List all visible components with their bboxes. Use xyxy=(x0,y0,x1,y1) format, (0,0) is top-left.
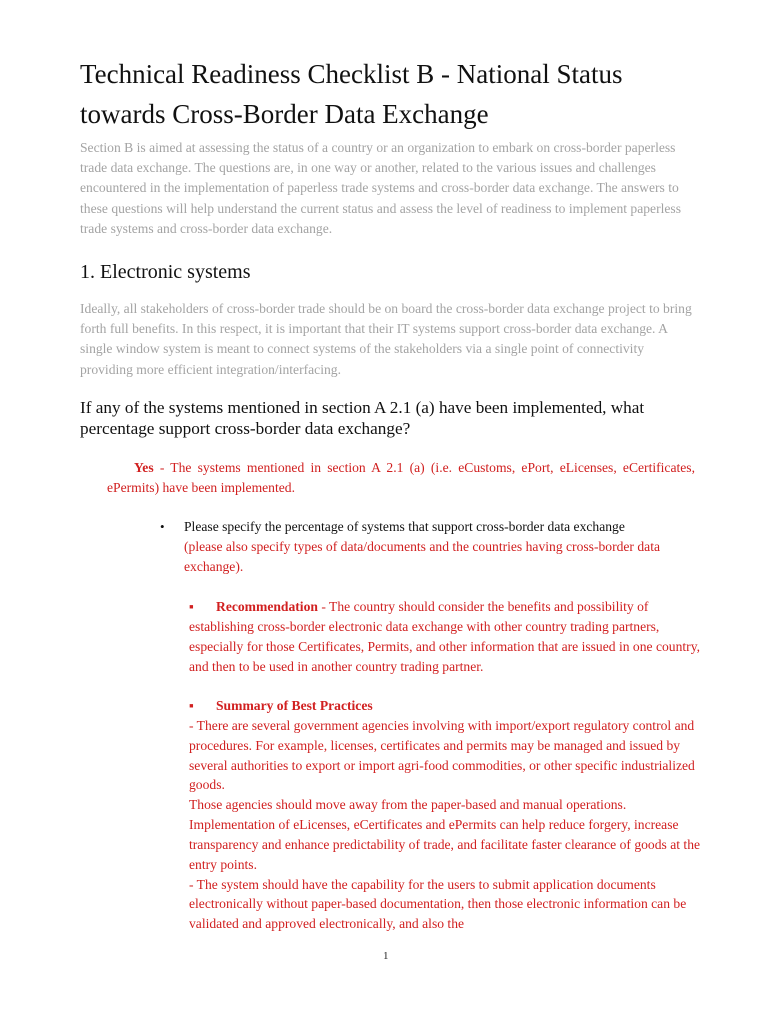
page-title: Technical Readiness Checklist B - National Status towards Cross-Border Data Exchange xyxy=(80,59,623,129)
bullet-text: Please specify the percentage of systems that support cross-border data exchange xyxy=(184,519,625,534)
square-bullet-icon: ▪ xyxy=(189,698,194,713)
recommendation-block xyxy=(189,597,704,677)
bullet-item xyxy=(184,517,704,577)
summary-paragraph-1: - There are several government agencies involving with import/export regulatory control and procedures. For example, licenses, certificates and permits may be managed and issued by several authorities to export or import agri-food commodities, or other specific industrialized goods. xyxy=(189,717,695,793)
intro-paragraph: Section B is aimed at assessing the status of a country or an organization to embark on cross-border paperless trade data exchange. The questions are, in one way or another, related to the various issues and challenges encountered in the implementation of paperless trade systems and cross-border data exchange. The answers to these questions will help understand the current status and assess the level of readiness to implement paperless trade systems and cross-border data exchange. xyxy=(80,140,681,236)
summary-paragraph-3: - The system should have the capability for the users to submit application documents electronically without paper-based documentation, then those electronic information can be validated and approved electronically, and also the xyxy=(189,876,687,932)
square-bullet-icon: ▪ xyxy=(189,599,194,614)
recommendation-label: Recommendation xyxy=(216,599,318,614)
page-number: 1 xyxy=(383,950,389,962)
section-intro-paragraph: Ideally, all stakeholders of cross-border trade should be on board the cross-border data exchange project to bring forth full benefits. In this respect, it is important that their IT systems support cross-border data exchange. A single window system is meant to connect systems of the stakeholders via a single point of connectivity providing more efficient integration/interfacing. xyxy=(80,301,692,377)
answer-text: - The systems mentioned in section A 2.1 (a) (i.e. eCustoms, ePort, eLicenses, eCertificates, ePermits) have been implemented. xyxy=(107,460,695,496)
answer-label: Yes xyxy=(134,460,154,475)
answer-block xyxy=(107,458,695,498)
question-text: If any of the systems mentioned in section A 2.1 (a) have been implemented, what percentage support cross-border data exchange? xyxy=(80,398,645,438)
recommendation-text: - The country should consider the benefits and possibility of establishing cross-border electronic data exchange with other country trading partners, especially for those Certificates, Permits, and other information that are issued in one country, and then to be used in another country trading partner. xyxy=(189,599,700,674)
bullet-icon: • xyxy=(160,519,165,534)
section-heading: 1. Electronic systems xyxy=(80,261,251,283)
summary-label: Summary of Best Practices xyxy=(216,698,373,713)
summary-block xyxy=(189,696,704,934)
summary-paragraph-2: Those agencies should move away from the paper-based and manual operations. Implementation of eLicenses, eCertificates and ePermits can help reduce forgery, increase transparency and enhance predictability of trade, and facilitate faster clearance of goods at the entry points. xyxy=(189,797,701,872)
bullet-note: (please also specify types of data/documents and the countries having cross-border data exchange). xyxy=(184,539,661,574)
